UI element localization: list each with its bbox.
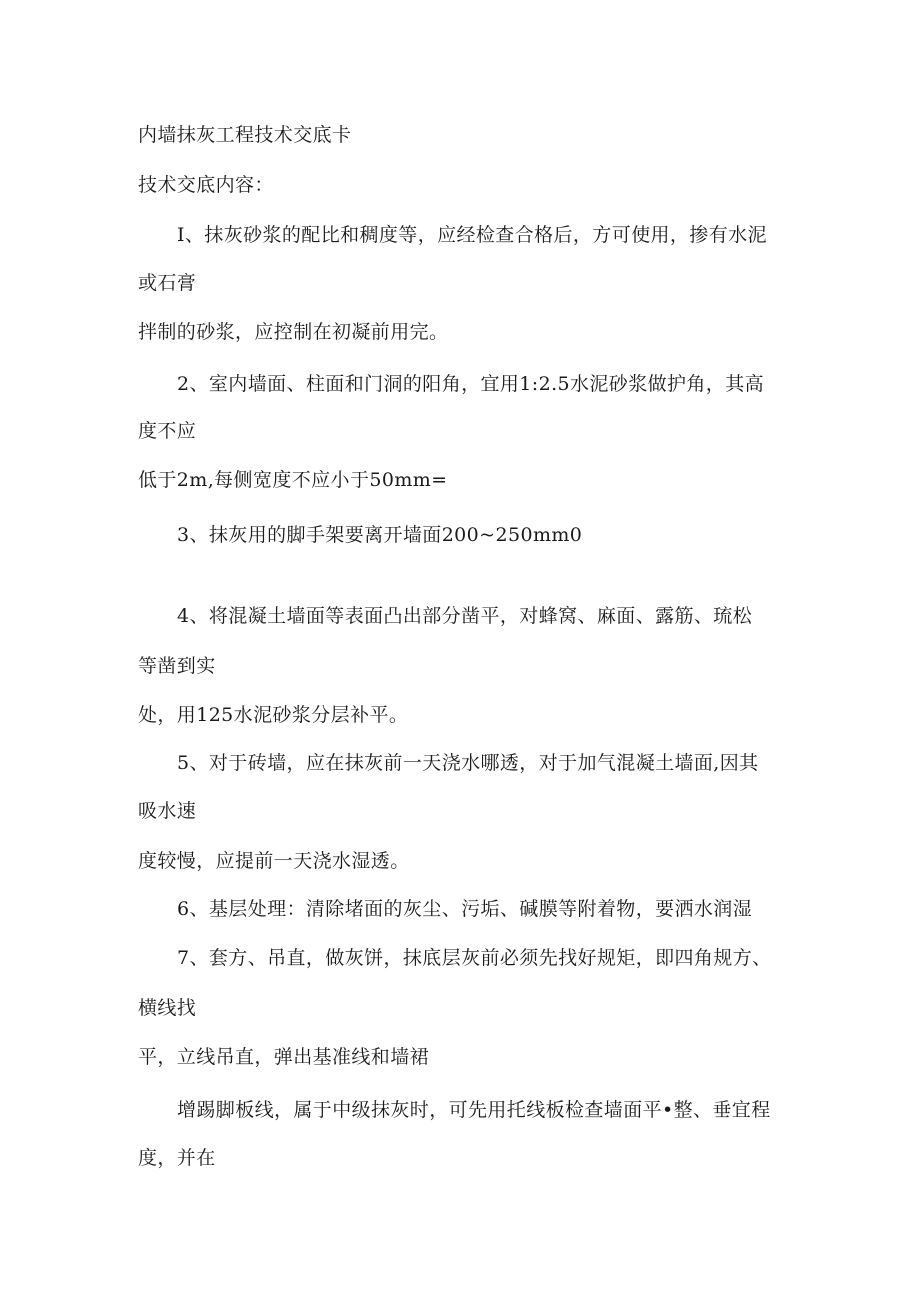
text-line: 拌制的砂浆，应控制在初凝前用完。 (138, 321, 449, 343)
text-line: 3、抹灰用的脚手架要离开墙面200~250mm0 (177, 524, 583, 546)
text-line: 5、对于砖墙，应在抹灰前一天浇水哪透，对于加气混凝土墙面,因其 (177, 752, 759, 774)
text-line: 4、将混凝土墙面等表面凸出部分凿平，对蜂窝、麻面、露筋、琉松 (177, 605, 753, 627)
text-line: 低于2m,每侧宽度不应小于50mm= (138, 469, 448, 491)
text-line: 吸水速 (138, 800, 197, 822)
text-line: 2、室内墙面、柱面和门洞的阳角，宜用1:2.5水泥砂浆做护角，其高 (177, 373, 764, 395)
text-line: 处，用125水泥砂浆分层补平。 (138, 704, 409, 726)
text-line: 等凿到实 (138, 655, 216, 677)
text-line: I、抹灰砂浆的配比和稠度等，应经检查合格后，方可使用，掺有水泥 (177, 224, 767, 246)
text-line: 7、套方、吊直，做灰饼，抹底层灰前必须先找好规矩，即四角规方、 (177, 947, 772, 969)
text-line: 度不应 (138, 420, 197, 442)
section-heading: 技术交底内容： (138, 174, 274, 196)
text-line: 度较慢，应提前一天浇水湿透。 (138, 850, 410, 872)
text-line: 横线找 (138, 997, 197, 1019)
text-line: 平，立线吊直，弹出基准线和墙裙 (138, 1046, 430, 1068)
document-title: 内墙抹灰工程技术交底卡 (138, 124, 352, 146)
text-line: 度，并在 (138, 1147, 216, 1169)
text-line: 增踢脚板线，属于中级抹灰时，可先用托线板检查墙面平•整、垂宜程 (177, 1099, 771, 1121)
text-line: 或石膏 (138, 272, 197, 294)
text-line: 6、基层处理：清除堵面的灰尘、污垢、碱膜等附着物，要洒水润湿 (177, 898, 753, 920)
